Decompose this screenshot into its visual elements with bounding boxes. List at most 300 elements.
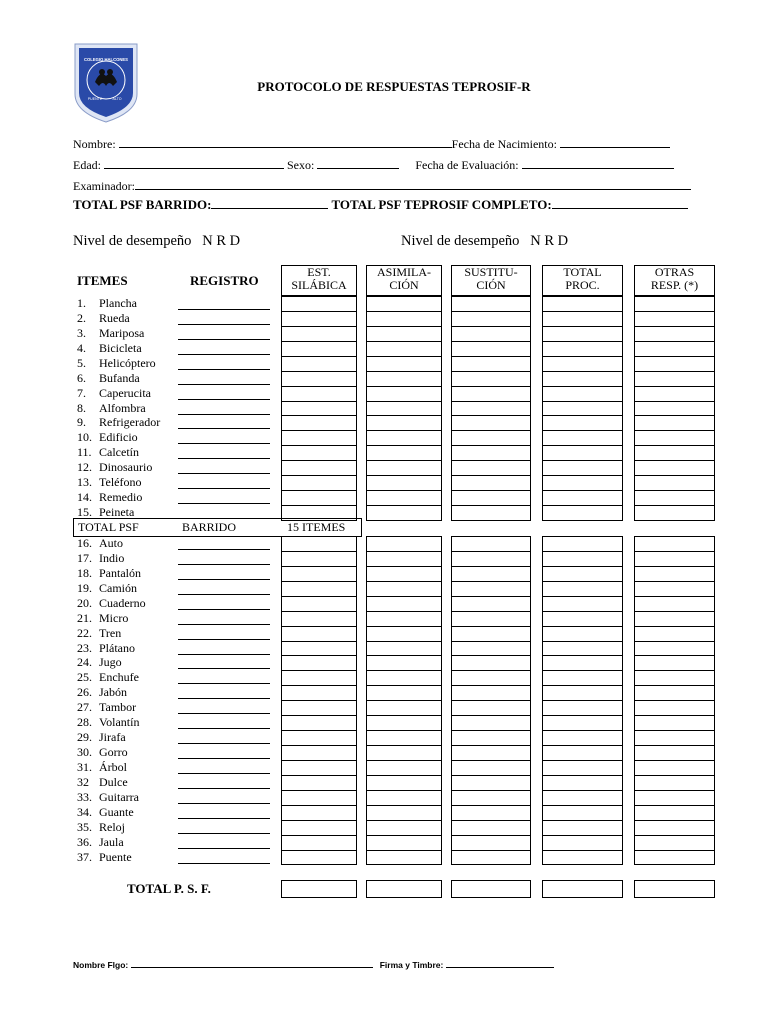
score-cell[interactable] [366, 311, 442, 327]
score-cell[interactable] [366, 775, 442, 791]
nivel-right [401, 233, 568, 250]
score-cell[interactable] [542, 745, 623, 761]
score-cell[interactable] [542, 626, 623, 642]
item-row [77, 655, 122, 670]
score-cell[interactable] [451, 356, 531, 372]
score-cell[interactable] [451, 626, 531, 642]
score-cell[interactable] [634, 641, 715, 657]
item-row [77, 341, 142, 356]
registro-line[interactable] [178, 324, 270, 325]
registro-line[interactable] [178, 713, 270, 714]
item-word: Tambor [99, 700, 137, 715]
item-number: 11. [77, 445, 92, 460]
logo-bottom-left-text: PUENTE [87, 97, 103, 101]
score-cell[interactable] [281, 460, 357, 476]
score-cell[interactable] [542, 551, 623, 567]
score-cell[interactable] [542, 596, 623, 612]
item-number: 29. [77, 730, 92, 745]
registro-line[interactable] [178, 728, 270, 729]
total-psf-label: TOTAL P. S. F. [127, 881, 211, 896]
score-cell[interactable] [366, 551, 442, 567]
item-row [77, 685, 127, 700]
score-cell[interactable] [634, 415, 715, 431]
score-cell[interactable] [366, 670, 442, 686]
score-cell[interactable] [634, 326, 715, 342]
score-cell[interactable] [451, 805, 531, 821]
item-word: Gorro [99, 745, 128, 760]
barrido-row-label-a: TOTAL PSF [78, 520, 139, 534]
fecha-evaluacion-field[interactable] [522, 157, 674, 169]
total-psf-box[interactable] [281, 880, 357, 898]
score-cell[interactable] [366, 296, 442, 312]
score-cell[interactable] [451, 820, 531, 836]
column-header-line-2: PROC. [565, 278, 600, 292]
item-number: 26. [77, 685, 92, 700]
score-cell[interactable] [451, 551, 531, 567]
registro-line[interactable] [178, 698, 270, 699]
score-cell[interactable] [281, 715, 357, 731]
registro-line[interactable] [178, 683, 270, 684]
score-cell[interactable] [542, 775, 623, 791]
score-cell[interactable] [366, 805, 442, 821]
item-word: Bufanda [99, 370, 140, 385]
item-number: 17. [77, 550, 92, 565]
score-cell[interactable] [366, 820, 442, 836]
item-word: Indio [99, 550, 125, 565]
score-cell[interactable] [281, 850, 357, 866]
item-word: Camión [99, 580, 137, 595]
column-header-label [451, 266, 531, 292]
registro-line[interactable] [178, 503, 270, 504]
score-cell[interactable] [281, 551, 357, 567]
score-cell[interactable] [634, 551, 715, 567]
score-cell[interactable] [281, 611, 357, 627]
score-cell[interactable] [542, 835, 623, 851]
score-cell[interactable] [634, 805, 715, 821]
score-cell[interactable] [542, 715, 623, 731]
registro-line[interactable] [178, 833, 270, 834]
score-cell[interactable] [634, 611, 715, 627]
score-cell[interactable] [451, 341, 531, 357]
score-cell[interactable] [451, 296, 531, 312]
item-row [77, 311, 130, 326]
score-cell[interactable] [542, 430, 623, 446]
score-cell[interactable] [281, 670, 357, 686]
firma-timbre-field[interactable] [446, 958, 554, 968]
registro-line[interactable] [178, 443, 270, 444]
score-cell[interactable] [634, 835, 715, 851]
total-psf-box[interactable] [634, 880, 715, 898]
score-cell[interactable] [542, 670, 623, 686]
score-cell[interactable] [634, 475, 715, 491]
registro-line[interactable] [178, 399, 270, 400]
registro-line[interactable] [178, 579, 270, 580]
score-cell[interactable] [451, 611, 531, 627]
column-header-line-2: RESP. (*) [650, 278, 699, 292]
score-cell[interactable] [366, 596, 442, 612]
score-cell[interactable] [451, 386, 531, 402]
score-cell[interactable] [366, 790, 442, 806]
score-cell[interactable] [542, 341, 623, 357]
score-cell[interactable] [451, 715, 531, 731]
score-cell[interactable] [542, 415, 623, 431]
score-cell[interactable] [366, 655, 442, 671]
registro-line[interactable] [178, 773, 270, 774]
item-row [77, 296, 137, 311]
score-cell[interactable] [634, 760, 715, 776]
score-cell[interactable] [634, 581, 715, 597]
total-psf-box[interactable] [366, 880, 442, 898]
registro-line[interactable] [178, 309, 270, 310]
score-cell[interactable] [366, 700, 442, 716]
score-cell[interactable] [634, 596, 715, 612]
registro-line[interactable] [178, 654, 270, 655]
score-cell[interactable] [366, 460, 442, 476]
registro-line[interactable] [178, 639, 270, 640]
score-cell[interactable] [281, 835, 357, 851]
registro-line[interactable] [178, 473, 270, 474]
item-number: 15. [77, 505, 92, 520]
item-row [77, 626, 121, 641]
score-cell[interactable] [281, 566, 357, 582]
examinador-field[interactable] [135, 178, 691, 190]
score-cell[interactable] [366, 401, 442, 417]
column-header-line-2: CIÓN [476, 278, 506, 292]
column-header-label [634, 266, 715, 292]
score-cell[interactable] [281, 371, 357, 387]
score-cell[interactable] [366, 430, 442, 446]
score-cell[interactable] [542, 730, 623, 746]
item-word: Dulce [99, 774, 128, 789]
score-cell[interactable] [542, 566, 623, 582]
registro-line[interactable] [178, 743, 270, 744]
score-cell[interactable] [281, 596, 357, 612]
score-cell[interactable] [542, 536, 623, 552]
score-cell[interactable] [281, 820, 357, 836]
score-cell[interactable] [366, 745, 442, 761]
item-row [77, 490, 142, 505]
score-cell[interactable] [366, 415, 442, 431]
score-cell[interactable] [542, 311, 623, 327]
score-cell[interactable] [366, 356, 442, 372]
score-cell[interactable] [281, 356, 357, 372]
score-cell[interactable] [634, 790, 715, 806]
score-cell[interactable] [366, 326, 442, 342]
registro-line[interactable] [178, 518, 270, 519]
item-row [77, 715, 139, 730]
registro-line[interactable] [178, 863, 270, 864]
score-cell[interactable] [366, 371, 442, 387]
score-cell[interactable] [281, 326, 357, 342]
score-cell[interactable] [281, 490, 357, 506]
registro-line[interactable] [178, 803, 270, 804]
item-word: Enchufe [99, 670, 139, 685]
item-number: 14. [77, 490, 92, 505]
nombre-field[interactable] [119, 136, 452, 148]
score-cell[interactable] [634, 685, 715, 701]
score-cell[interactable] [542, 490, 623, 506]
score-cell[interactable] [542, 641, 623, 657]
score-cell[interactable] [281, 475, 357, 491]
registro-line[interactable] [178, 354, 270, 355]
registro-line[interactable] [178, 428, 270, 429]
score-cell[interactable] [634, 296, 715, 312]
logo-bottom-right-text: ALTO [112, 97, 122, 101]
score-cell[interactable] [366, 581, 442, 597]
score-cell[interactable] [542, 700, 623, 716]
column-header-label [366, 266, 442, 292]
item-word: Guante [99, 804, 134, 819]
score-cell[interactable] [281, 581, 357, 597]
score-cell[interactable] [542, 790, 623, 806]
item-word: Jirafa [99, 730, 126, 745]
score-cell[interactable] [281, 341, 357, 357]
score-cell[interactable] [542, 460, 623, 476]
score-cell[interactable] [451, 730, 531, 746]
edad-field[interactable] [104, 157, 284, 169]
score-cell[interactable] [451, 536, 531, 552]
score-cell[interactable] [281, 730, 357, 746]
score-cell[interactable] [451, 670, 531, 686]
score-cell[interactable] [451, 775, 531, 791]
item-row [77, 401, 146, 416]
score-cell[interactable] [281, 745, 357, 761]
sexo-field[interactable] [317, 157, 399, 169]
nivel-label: Nivel de desempeño [73, 233, 192, 249]
score-cell[interactable] [542, 685, 623, 701]
item-number: 9. [77, 415, 86, 430]
score-cell[interactable] [366, 566, 442, 582]
score-cell[interactable] [366, 505, 442, 521]
total-psf-box[interactable] [451, 880, 531, 898]
total-barrido-field[interactable] [211, 197, 328, 209]
item-word: Plancha [99, 296, 137, 310]
score-cell[interactable] [542, 386, 623, 402]
score-cell[interactable] [451, 445, 531, 461]
score-cell[interactable] [366, 341, 442, 357]
score-cell[interactable] [634, 715, 715, 731]
score-cell[interactable] [281, 296, 357, 312]
item-number: 34. [77, 804, 92, 819]
registro-line[interactable] [178, 488, 270, 489]
score-cell[interactable] [451, 505, 531, 521]
registro-line[interactable] [178, 818, 270, 819]
score-cell[interactable] [281, 415, 357, 431]
score-cell[interactable] [451, 745, 531, 761]
registro-line[interactable] [178, 594, 270, 595]
registro-line[interactable] [178, 414, 270, 415]
score-cell[interactable] [634, 401, 715, 417]
score-cell[interactable] [634, 700, 715, 716]
score-cell[interactable] [634, 356, 715, 372]
column-header-label [542, 266, 623, 292]
score-cell[interactable] [634, 655, 715, 671]
score-cell[interactable] [542, 581, 623, 597]
item-word: Dinosaurio [99, 460, 153, 475]
score-cell[interactable] [542, 850, 623, 866]
score-cell[interactable] [281, 805, 357, 821]
item-row [77, 445, 139, 460]
score-cell[interactable] [281, 626, 357, 642]
score-cell[interactable] [366, 835, 442, 851]
score-cell[interactable] [451, 490, 531, 506]
score-cell[interactable] [451, 581, 531, 597]
sexo-label: Sexo: [287, 158, 315, 172]
score-cell[interactable] [542, 401, 623, 417]
firma-timbre-label: Firma y Timbre: [379, 960, 444, 970]
score-cell[interactable] [366, 445, 442, 461]
score-cell[interactable] [542, 760, 623, 776]
score-cell[interactable] [281, 790, 357, 806]
score-cell[interactable] [281, 775, 357, 791]
score-cell[interactable] [451, 655, 531, 671]
score-cell[interactable] [451, 430, 531, 446]
nombre-flgo-field[interactable] [131, 958, 373, 968]
registro-line[interactable] [178, 549, 270, 550]
item-word: Pantalón [99, 565, 141, 580]
score-cell[interactable] [281, 641, 357, 657]
score-cell[interactable] [634, 850, 715, 866]
edad-label: Edad: [73, 158, 101, 172]
score-cell[interactable] [634, 775, 715, 791]
score-cell[interactable] [281, 386, 357, 402]
fecha-nacimiento-field[interactable] [560, 136, 670, 148]
score-cell[interactable] [451, 371, 531, 387]
item-row [77, 805, 134, 820]
score-cell[interactable] [281, 700, 357, 716]
score-cell[interactable] [634, 505, 715, 521]
score-cell[interactable] [542, 820, 623, 836]
score-cell[interactable] [542, 326, 623, 342]
score-cell[interactable] [451, 460, 531, 476]
score-cell[interactable] [542, 475, 623, 491]
score-cell[interactable] [281, 505, 357, 521]
score-cell[interactable] [366, 611, 442, 627]
score-cell[interactable] [281, 311, 357, 327]
score-cell[interactable] [366, 641, 442, 657]
score-cell[interactable] [634, 430, 715, 446]
score-cell[interactable] [542, 445, 623, 461]
registro-line[interactable] [178, 788, 270, 789]
score-cell[interactable] [366, 626, 442, 642]
score-cell[interactable] [542, 505, 623, 521]
score-cell[interactable] [451, 311, 531, 327]
score-cell[interactable] [366, 715, 442, 731]
score-cell[interactable] [451, 700, 531, 716]
item-word: Teléfono [99, 475, 142, 490]
itemes-header: ITEMES [77, 273, 128, 288]
score-cell[interactable] [451, 326, 531, 342]
registro-line[interactable] [178, 458, 270, 459]
item-number: 21. [77, 610, 92, 625]
score-cell[interactable] [366, 475, 442, 491]
score-cell[interactable] [542, 296, 623, 312]
score-cell[interactable] [542, 805, 623, 821]
score-cell[interactable] [634, 745, 715, 761]
column-header-line-1: ASIMILA- [377, 265, 431, 279]
score-cell[interactable] [281, 685, 357, 701]
score-cell[interactable] [451, 475, 531, 491]
score-cell[interactable] [634, 341, 715, 357]
score-cell[interactable] [634, 536, 715, 552]
score-cell[interactable] [281, 536, 357, 552]
registro-line[interactable] [178, 369, 270, 370]
score-cell[interactable] [634, 371, 715, 387]
score-cell[interactable] [451, 835, 531, 851]
score-cell[interactable] [451, 850, 531, 866]
score-cell[interactable] [281, 655, 357, 671]
score-cell[interactable] [634, 730, 715, 746]
item-word: Guitarra [99, 789, 139, 804]
score-cell[interactable] [451, 760, 531, 776]
item-number: 12. [77, 460, 92, 475]
score-cell[interactable] [542, 371, 623, 387]
total-psf-box[interactable] [542, 880, 623, 898]
score-cell[interactable] [542, 611, 623, 627]
score-cell[interactable] [281, 401, 357, 417]
score-cell[interactable] [634, 566, 715, 582]
score-cell[interactable] [451, 566, 531, 582]
score-cell[interactable] [366, 730, 442, 746]
score-cell[interactable] [634, 460, 715, 476]
item-row [77, 760, 127, 775]
score-cell[interactable] [634, 386, 715, 402]
item-word: Peineta [99, 505, 135, 520]
score-cell[interactable] [366, 536, 442, 552]
score-cell[interactable] [366, 685, 442, 701]
score-cell[interactable] [366, 386, 442, 402]
score-cell[interactable] [451, 790, 531, 806]
registro-line[interactable] [178, 624, 270, 625]
item-row [77, 371, 140, 386]
registro-line[interactable] [178, 339, 270, 340]
score-cell[interactable] [634, 626, 715, 642]
registro-line[interactable] [178, 384, 270, 385]
score-cell[interactable] [451, 641, 531, 657]
score-cell[interactable] [366, 760, 442, 776]
nombre-flgo-label: Nombre Flgo: [73, 960, 129, 970]
score-cell[interactable] [451, 685, 531, 701]
score-cell[interactable] [634, 445, 715, 461]
total-completo-field[interactable] [552, 197, 688, 209]
item-number: 2. [77, 310, 86, 325]
score-cell[interactable] [366, 490, 442, 506]
score-cell[interactable] [281, 430, 357, 446]
item-row [77, 581, 137, 596]
score-cell[interactable] [451, 596, 531, 612]
item-number: 20. [77, 595, 92, 610]
score-cell[interactable] [281, 445, 357, 461]
score-cell[interactable] [634, 490, 715, 506]
score-cell[interactable] [634, 820, 715, 836]
score-cell[interactable] [281, 760, 357, 776]
score-cell[interactable] [542, 356, 623, 372]
item-row [77, 641, 135, 656]
score-cell[interactable] [366, 850, 442, 866]
score-cell[interactable] [634, 670, 715, 686]
registro-line[interactable] [178, 668, 270, 669]
registro-line[interactable] [178, 564, 270, 565]
score-cell[interactable] [451, 401, 531, 417]
registro-line[interactable] [178, 758, 270, 759]
registro-line[interactable] [178, 848, 270, 849]
column-header-line-1: TOTAL [563, 265, 602, 279]
score-cell[interactable] [542, 655, 623, 671]
score-cell[interactable] [634, 311, 715, 327]
registro-line[interactable] [178, 609, 270, 610]
score-cell[interactable] [451, 415, 531, 431]
barrido-row-label-c: 15 ITEMES [287, 520, 346, 534]
